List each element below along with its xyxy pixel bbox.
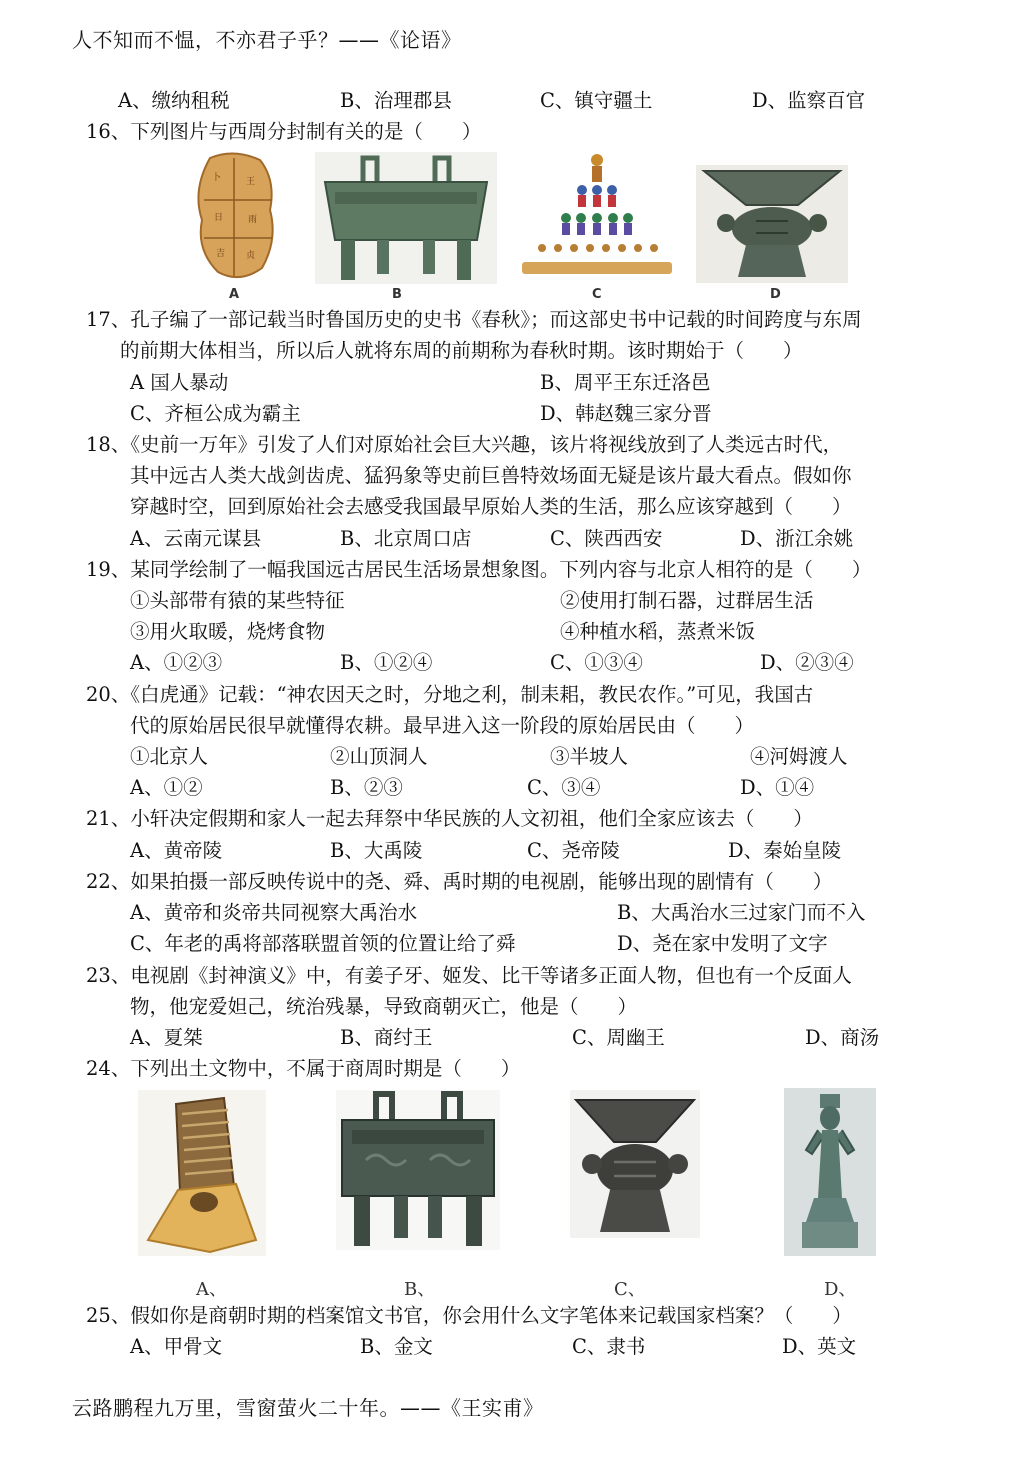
- q25-option-d: D、英文: [782, 1335, 857, 1358]
- q25-option-c: C、隶书: [572, 1335, 646, 1358]
- bronze-figure-icon: [784, 1088, 876, 1256]
- q18-stem-line-3: 穿越时空，回到原始社会去感受我国最早原始人类的生活，那么应该穿越到（ ）: [130, 495, 852, 518]
- q22-stem: 22、如果拍摄一部反映传说中的尧、舜、禹时期的电视剧，能够出现的剧情有（ ）: [86, 870, 833, 893]
- q22-option-a: A、黄帝和炎帝共同视察大禹治水: [130, 901, 418, 924]
- q21-stem: 21、小轩决定假期和家人一起去拜祭中华民族的人文初祖，他们全家应该去（ ）: [86, 807, 813, 830]
- square-ding-icon: [315, 152, 497, 284]
- q16-label-d: D: [770, 287, 781, 302]
- q23-option-c: C、周幽王: [572, 1026, 665, 1049]
- square-ding-icon-b: [336, 1090, 500, 1250]
- q16-label-b: B: [392, 287, 402, 302]
- q25-option-b: B、金文: [360, 1335, 433, 1358]
- q21-option-a: A、黄帝陵: [130, 839, 223, 862]
- q23-option-a: A、夏桀: [130, 1026, 203, 1049]
- q19-item-1: ①头部带有猿的某些特征: [130, 589, 345, 612]
- q15-option-c: C、镇守疆土: [540, 89, 653, 112]
- svg-text:日: 日: [214, 213, 224, 223]
- q16-label-a: A: [229, 287, 240, 302]
- q20-stem-line-2: 代的原始居民很早就懂得农耕。最早进入这一阶段的原始居民由（ ）: [130, 714, 755, 737]
- oracle-bone-icon: [190, 150, 278, 284]
- q24-label-b: B、: [404, 1279, 436, 1300]
- q17-option-d: D、韩赵魏三家分晋: [540, 402, 712, 425]
- svg-text:王: 王: [246, 177, 256, 187]
- q21-option-b: B、大禹陵: [330, 839, 423, 862]
- svg-text:贞: 贞: [246, 251, 256, 261]
- footer-motto: 云路鹏程九万里，雪窗萤火二十年。——《王实甫》: [72, 1396, 544, 1420]
- q15-option-b: B、治理郡县: [340, 89, 452, 112]
- q17-option-b: B、周平王东迁洛邑: [540, 371, 711, 394]
- q18-stem-line-1: 18、《史前一万年》引发了人们对原始社会巨大兴趣，该片将视线放到了人类远古时代，: [86, 433, 843, 456]
- bone-tool-icon: [138, 1090, 266, 1256]
- q20-option-a: A、①②: [130, 776, 203, 799]
- q23-stem-line-2: 物，他宠爱妲己，统治残暴，导致商朝灭亡，他是（ ）: [130, 995, 638, 1018]
- q21-option-c: C、尧帝陵: [527, 839, 620, 862]
- q21-option-d: D、秦始皇陵: [728, 839, 842, 862]
- q20-item-4: ④河姆渡人: [750, 745, 848, 768]
- q18-stem-line-2: 其中远古人类大战剑齿虎、猛犸象等史前巨兽特效场面无疑是该片最大看点。假如你: [130, 464, 852, 487]
- q20-option-b: B、②③: [330, 776, 403, 799]
- zun-vessel-icon: [696, 165, 848, 283]
- q19-item-4: ④种植水稻，蒸煮米饭: [560, 620, 756, 643]
- q25-option-a: A、甲骨文: [130, 1335, 223, 1358]
- q17-option-a: A 国人暴动: [130, 371, 229, 394]
- q22-option-c: C、年老的禹将部落联盟首领的位置让给了舜: [130, 932, 516, 955]
- q16-stem: 16、下列图片与西周分封制有关的是（ ）: [86, 120, 482, 143]
- q22-option-d: D、尧在家中发明了文字: [617, 932, 828, 955]
- q24-label-c: C、: [614, 1279, 646, 1300]
- q19-option-c: C、①③④: [550, 651, 643, 674]
- q24-label-d: D、: [824, 1279, 857, 1300]
- q15-option-d: D、监察百官: [752, 89, 866, 112]
- q24-stem: 24、下列出土文物中，不属于商周时期是（ ）: [86, 1057, 521, 1080]
- q19-stem: 19、某同学绘制了一幅我国远古居民生活场景想象图。下列内容与北京人相符的是（ ）: [86, 558, 872, 581]
- q22-option-b: B、大禹治水三过家门而不入: [617, 901, 866, 924]
- hierarchy-pyramid-icon: [518, 150, 676, 280]
- q17-stem-line-1: 17、孔子编了一部记载当时鲁国历史的史书《春秋》；而这部史书中记载的时间跨度与东周: [86, 308, 862, 331]
- q20-option-c: C、③④: [527, 776, 601, 799]
- q15-option-a: A、缴纳租税: [118, 89, 230, 112]
- q23-option-b: B、商纣王: [340, 1026, 433, 1049]
- q20-item-3: ③半坡人: [550, 745, 629, 768]
- q19-option-a: A、①②③: [130, 651, 223, 674]
- q18-option-c: C、陕西西安: [550, 527, 663, 550]
- q17-option-c: C、齐桓公成为霸主: [130, 402, 301, 425]
- q25-stem: 25、假如你是商朝时期的档案馆文书官，你会用什么文字笔体来记载国家档案？（ ）: [86, 1304, 852, 1327]
- q20-item-2: ②山顶洞人: [330, 745, 428, 768]
- q23-option-d: D、商汤: [805, 1026, 880, 1049]
- q20-option-d: D、①④: [740, 776, 815, 799]
- svg-text:卜: 卜: [212, 173, 222, 183]
- q19-item-2: ②使用打制石器，过群居生活: [560, 589, 814, 612]
- q20-item-1: ①北京人: [130, 745, 209, 768]
- q23-stem-line-1: 23、电视剧《封神演义》中，有姜子牙、姬发、比干等诸多正面人物，但也有一个反面人: [86, 964, 852, 987]
- header-motto: 人不知而不愠，不亦君子乎？——《论语》: [72, 28, 462, 52]
- q19-item-3: ③用火取暖，烧烤食物: [130, 620, 326, 643]
- q16-label-c: C: [592, 287, 602, 302]
- zun-vessel-icon-c: [570, 1090, 700, 1238]
- svg-text:雨: 雨: [248, 215, 258, 225]
- q17-stem-line-2: 的前期大体相当，所以后人就将东周的前期称为春秋时期。该时期始于（ ）: [120, 339, 803, 362]
- q19-option-b: B、①②④: [340, 651, 433, 674]
- q20-stem-line-1: 20、《白虎通》记载：“神农因天之时，分地之利，制耒耜，教民农作。”可见，我国古: [86, 683, 814, 706]
- q19-option-d: D、②③④: [760, 651, 854, 674]
- svg-text:吉: 吉: [216, 249, 226, 259]
- q18-option-a: A、云南元谋县: [130, 527, 262, 550]
- q18-option-b: B、北京周口店: [340, 527, 472, 550]
- q24-label-a: A、: [196, 1279, 227, 1300]
- q18-option-d: D、浙江余姚: [740, 527, 854, 550]
